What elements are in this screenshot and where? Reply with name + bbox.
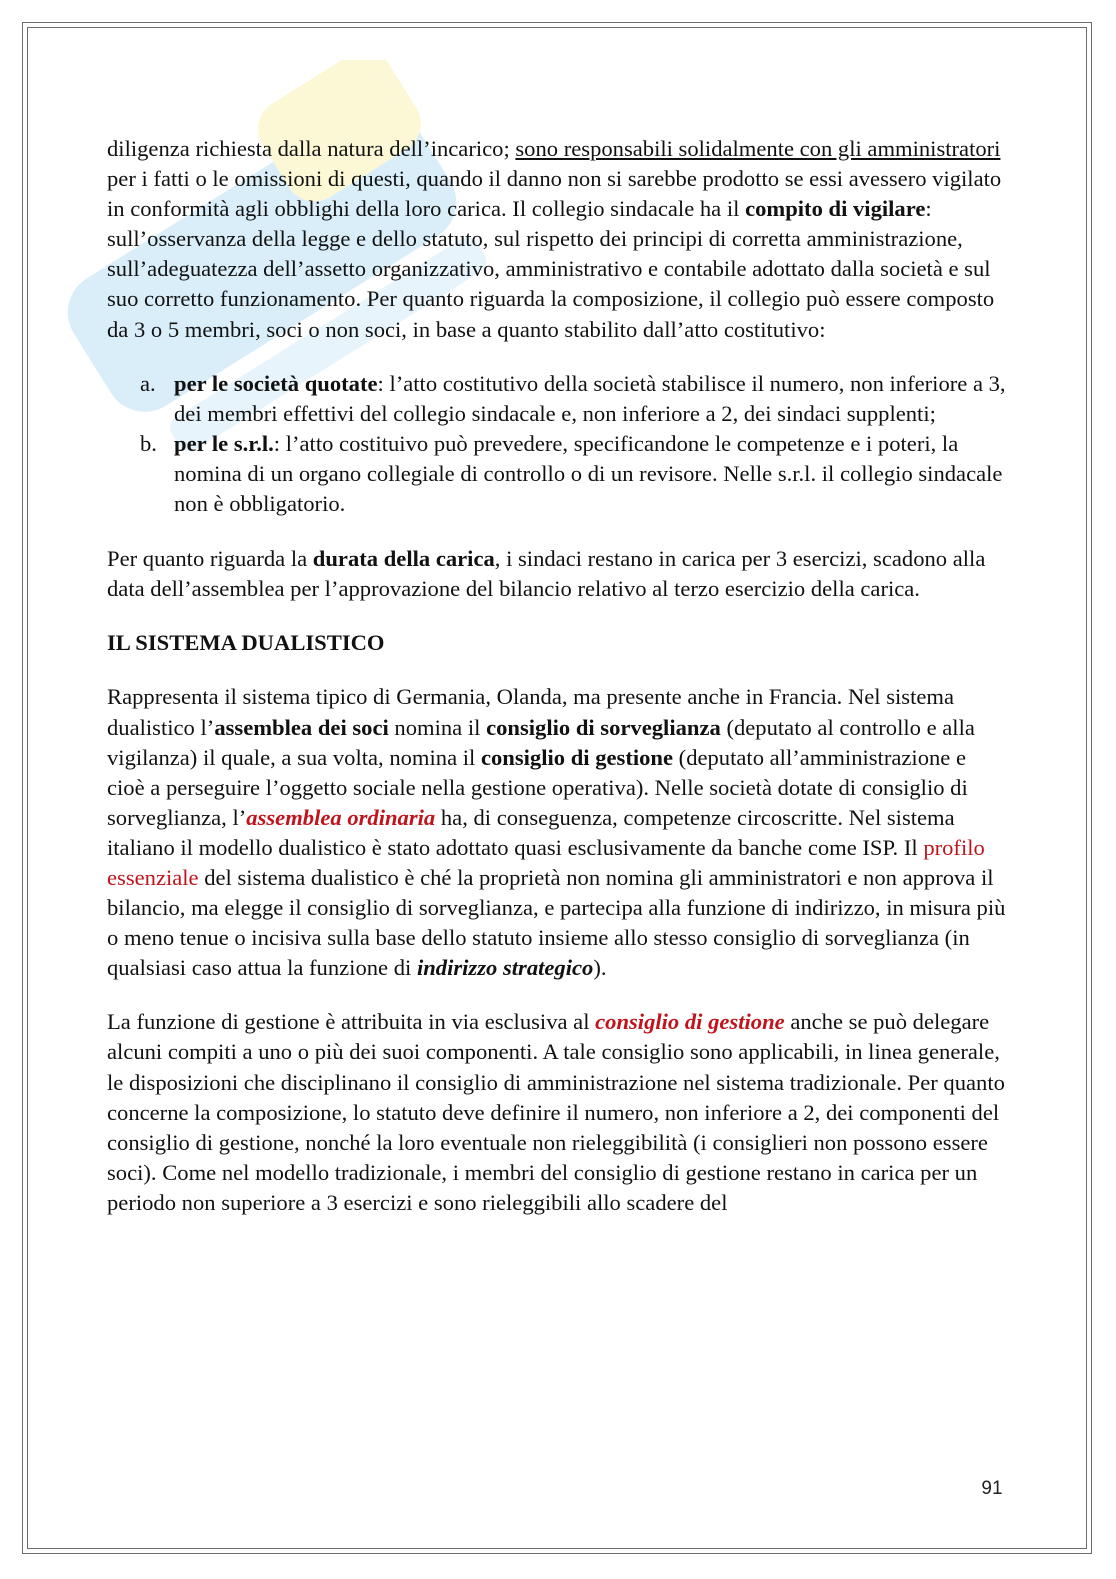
lettered-list: [107, 369, 1007, 519]
gestione-paragraph: La funzione di gestione è attribuita in via esclusiva al consiglio di gestione anche se può delegare alcuni compiti a uno o più dei suoi componenti. A tale consiglio sono applicabili, in linea generale, le disposizioni che disciplinano il consiglio di amministrazione nel sistema tradizionale. Per quanto concerne la composizione, lo statuto deve definire il numero, non inferiore a 2, dei componenti del consiglio di gestione, nonché la loro eventuale non rieleggibilità (i consiglieri non possono essere soci). Come nel modello tradizionale, i membri del consiglio di gestione restano in carica per un periodo non superiore a 3 esercizi e sono rieleggibili allo scadere del: [107, 1009, 1005, 1215]
section-heading: IL SISTEMA DUALISTICO: [107, 630, 385, 656]
bold-text: compito di vigilare: [745, 196, 926, 222]
durata-paragraph: Per quanto riguarda la durata della carica, i sindaci restano in carica per 3 esercizi, scadono alla data dell’assemblea per l’approvazione del bilancio relativo al terzo esercizio della carica.: [107, 546, 986, 602]
page-content: [107, 134, 1007, 1242]
underlined-text: sono responsabili solidalmente con gli amministratori: [515, 136, 1001, 161]
list-item: a. per le società quotate: l’atto costitutivo della società stabilisce il numero, non inferiore a 3, dei membri effettivi del collegio sindacale e, non inferiore a 2, dei sindaci supplenti;: [140, 370, 1006, 426]
list-marker: b.: [140, 430, 157, 456]
list-item: b. per le s.r.l.: l’atto costituivo può prevedere, specificandone le competenze e i poteri, la nomina di un organo collegiale di controllo o di un revisore. Nelle s.r.l. il collegio sindacale non è obbligatorio.: [140, 430, 1003, 517]
page-number: 91: [981, 1478, 1003, 1499]
list-marker: a.: [140, 370, 156, 396]
red-emphasis: assemblea ordinaria: [246, 804, 436, 830]
red-text: profilo essenziale: [107, 834, 985, 890]
dualistico-paragraph: Rappresenta il sistema tipico di Germania, Olanda, ma presente anche in Francia. Nel sistema dualistico l’assemblea dei soci nomina il consiglio di sorveglianza (deputato al controllo e alla vigilanza) il quale, a sua volta, nomina il consiglio di gestione (deputato all’amministrazione e cioè a perseguire l’oggetto sociale nella gestione operativa). Nelle società dotate di consiglio di sorveglianza, l’assemblea ordinaria ha, di conseguenza, competenze circoscritte. Nel sistema italiano il modello dualistico è stato adottato quasi esclusivamente da banche come ISP. Il profilo essenziale del sistema dualistico è ché la proprietà non nomina gli amministratori e non approva il bilancio, ma elegge il consiglio di sorveglianza, e partecipa alla funzione di indirizzo, in misura più o meno tenue o incisiva sulla base dello statuto insieme allo stesso consiglio di sorveglianza (in qualsiasi caso attua la funzione di indirizzo strategico).: [107, 684, 1006, 981]
intro-paragraph: diligenza richiesta dalla natura dell’incarico; sono responsabili solidalmente con gli amministratori per i fatti o le omissioni di questi, quando il danno non si sarebbe prodotto se essi avessero vigilato in conformità agli obblighi della loro carica. Il collegio sindacale ha il compito di vigilare: sull’osservanza della legge e dello statuto, sul rispetto dei principi di corretta amministrazione, sull’adeguatezza dell’assetto organizzativo, amministrativo e contabile adottato dalla società e sul suo corretto funzionamento. Per quanto riguarda la composizione, il collegio può essere composto da 3 o 5 membri, soci o non soci, in base a quanto stabilito dall’atto costitutivo:: [107, 136, 1002, 342]
red-emphasis: consiglio di gestione: [595, 1009, 785, 1035]
